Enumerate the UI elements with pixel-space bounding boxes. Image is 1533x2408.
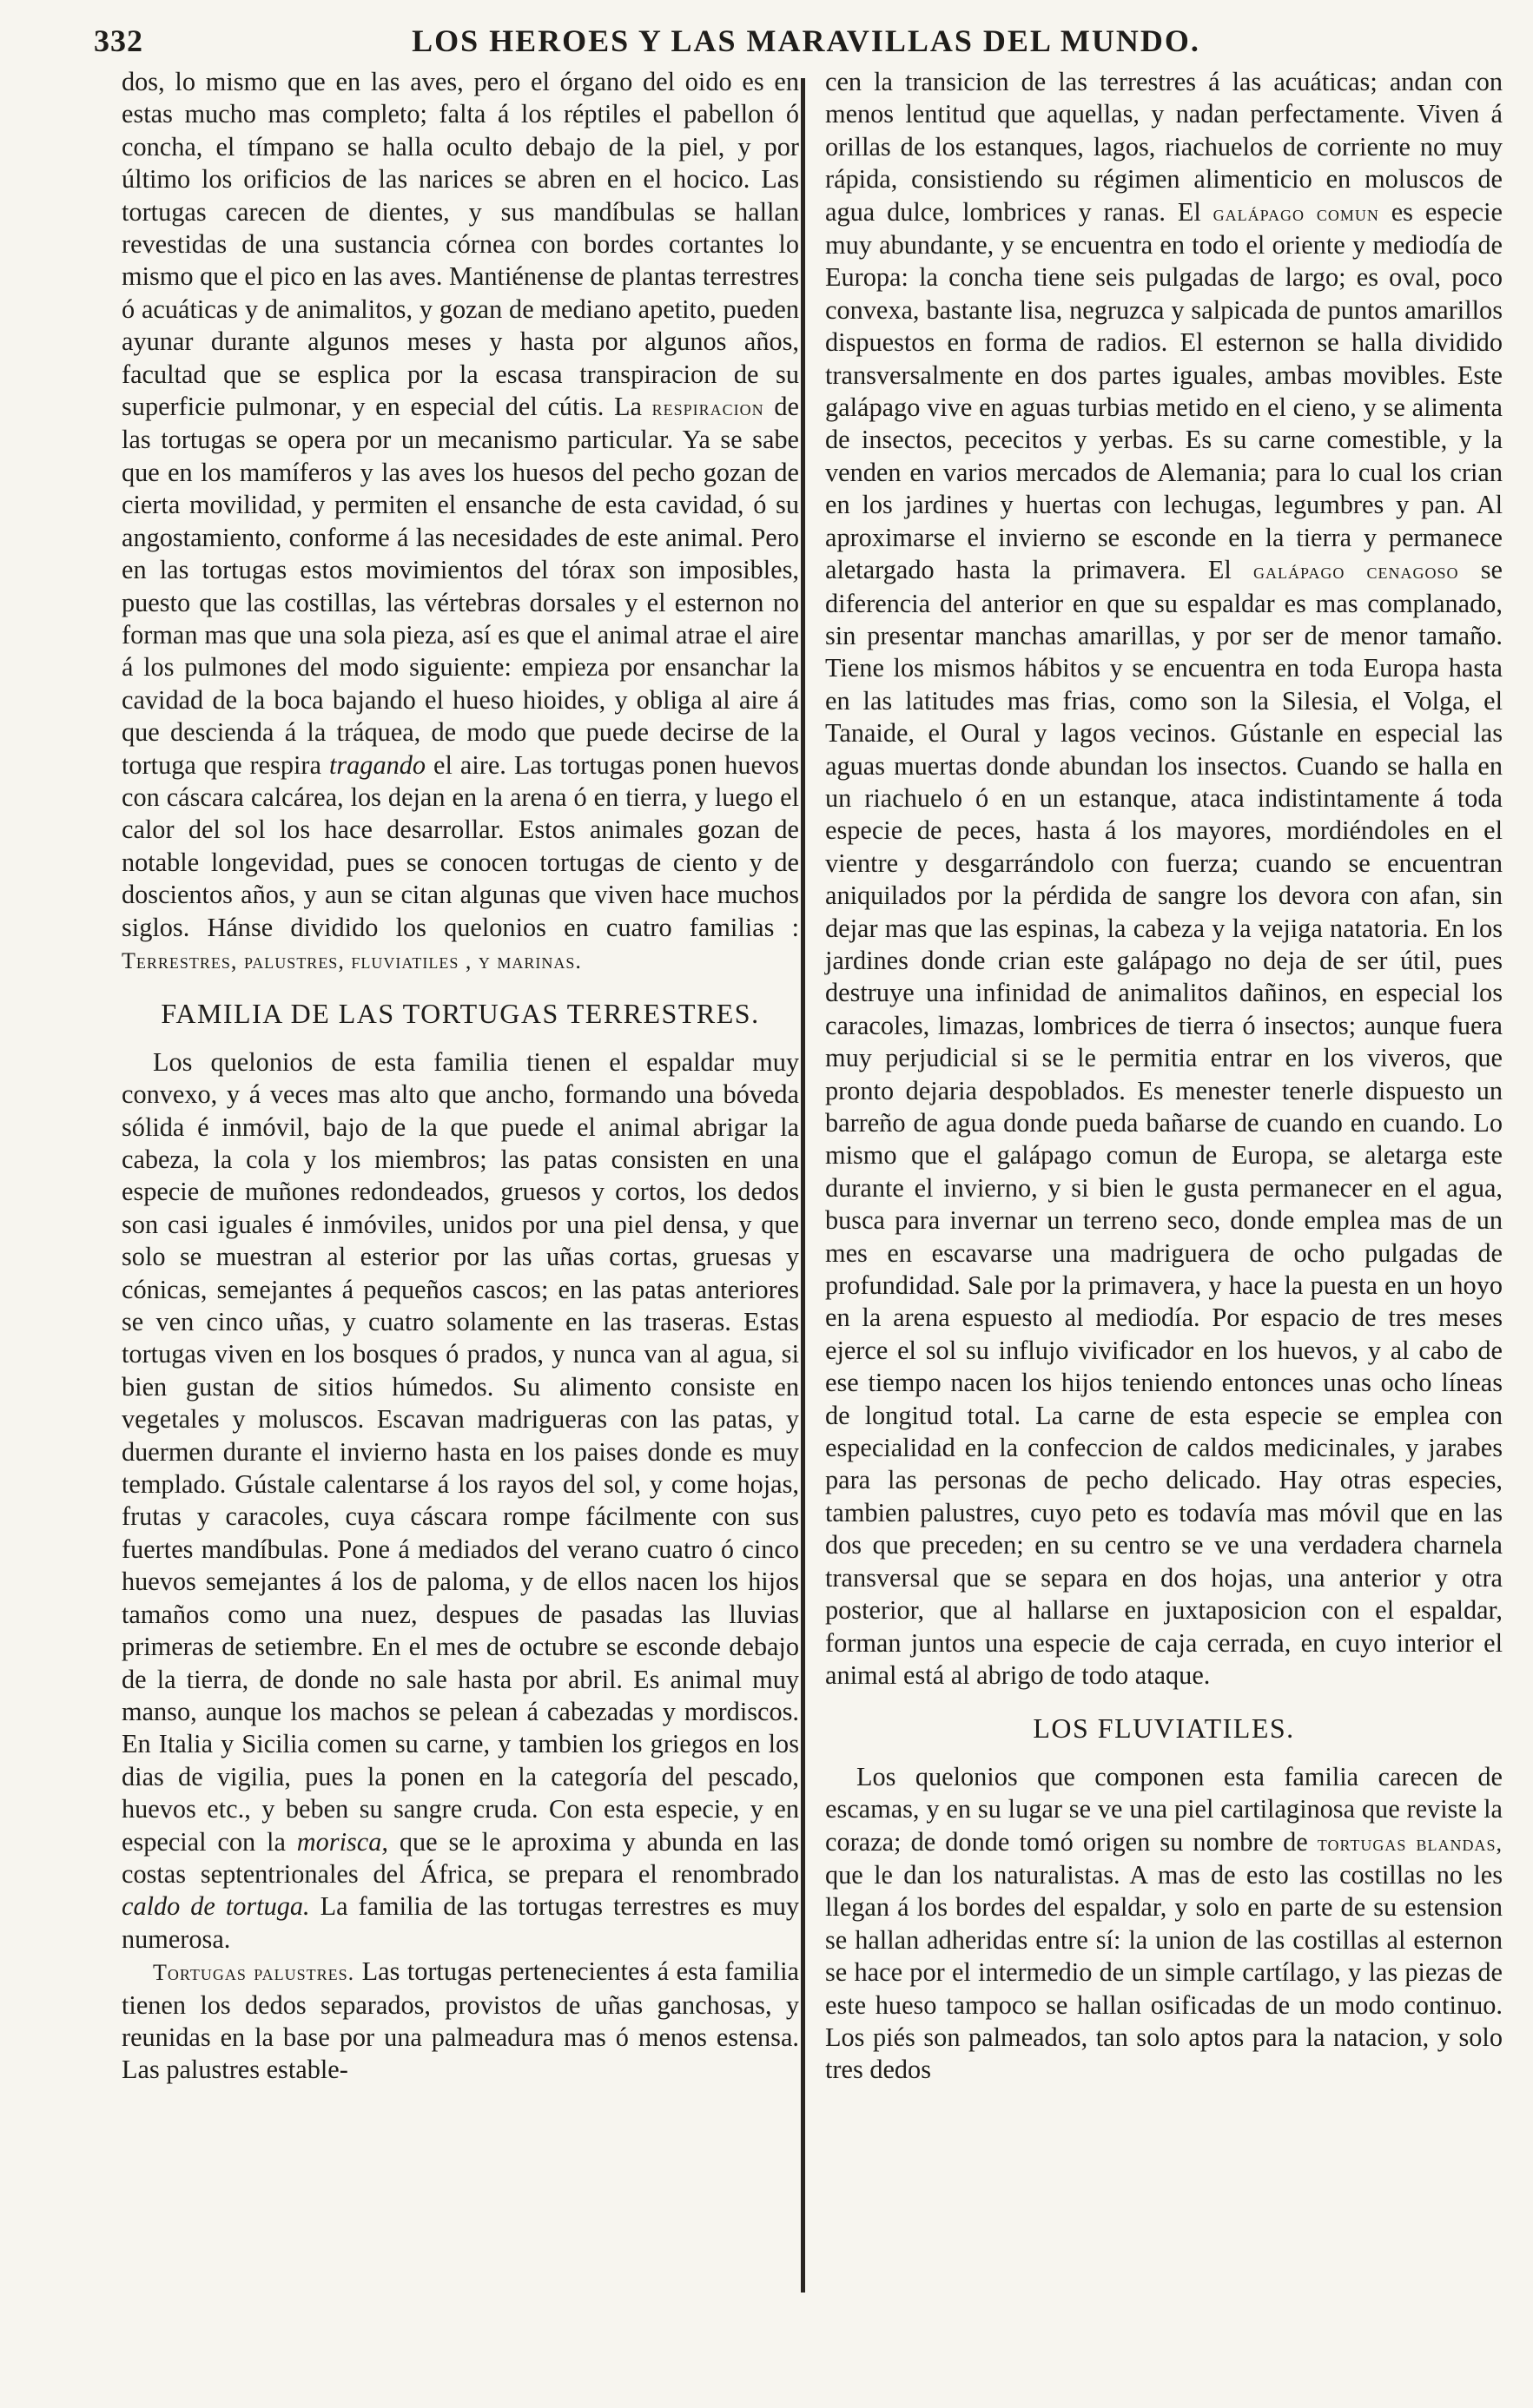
text-run: que se le aproxima y abunda en las costas septentrionales del África, se prepara el renombrado	[122, 1826, 800, 1889]
family-list: Terrestres, palustres, fluviatiles , y marinas.	[122, 947, 582, 973]
term-tortugas-palustres: Tortugas palustres.	[153, 1960, 355, 1986]
italic-morisca: morisca,	[296, 1826, 388, 1857]
text-run: Las tortugas pertenecientes á esta familia tienen los dedos separados, provistos de uñas ganchosas, y reunidas en la base por una palmeadura mas ó menos estensa. Las palustres estable-	[122, 1956, 799, 2085]
term-galapago-comun: galápago comun	[1213, 200, 1379, 226]
term-galapago-cenagoso: galápago cenagoso	[1253, 558, 1459, 584]
text-run: Los quelonios de esta familia tienen el espaldar muy convexo, y á veces mas alto que ancho, formando una bóveda sólida é inmóvil, bajo de la que puede el animal abrigar la cabeza, la cola y los miembros; las patas consisten en una especie de muñones redondeados, gruesos y cortos, los dedos son casi iguales é inmóviles, unidos por una piel densa, y que solo se muestran al esterior por las uñas cortas, gruesas y cónicas, semejantes á pequeños cascos; en las patas anteriores se ven cinco uñas, y cuatro solamente en las traseras. Estas tortugas viven en los bosques ó prados, y nunca van al agua, si bien gustan de sitios húmedos. Su alimento consiste en vegetales y moluscos. Escavan madrigueras con las patas, y duermen durante el invierno hasta en los paises donde es muy templado. Gústale calentarse á los rayos del sol, y come hojas, frutas y caracoles, cuya cáscara rompe fácilmente con sus fuertes mandíbulas. Pone á mediados del verano cuatro ó cinco huevos semejantes á los de paloma, y de ellos nacen los hijos tamaños como una nuez, despues de pasadas las lluvias primeras de setiembre. En el mes de octubre se esconde debajo de la tierra, de donde no sale hasta por abril. Es animal muy manso, aunque los machos se pelean á cabezadas y mordiscos. En Italia y Sicilia comen su carne, y tambien los griegos en los dias de vigilia, pues la ponen en la categoría del pescado, huevos etc., y beben su sangre cruda. Con esta especie, y en especial con la	[122, 1046, 799, 1857]
text-run: se diferencia del anterior en que su espaldar es mas complanado, sin presentar manchas amarillas, y por ser de menor tamaño. Tiene los mismos hábitos y se encuentra en toda Europa hasta en las latitudes mas frias, como son la Silesia, el Volga, el Tanaide, el Oural y lagos vecinos. Gústanle en especial las aguas muertas donde abundan los insectos. Cuando se halla en un riachuelo ó en un estanque, ataca indistintamente á toda especie de peces, hasta á los mayores, mordiéndoles en el vientre y desgarrándolo con fuerza; cuando se encuentran aniquilados por la pérdida de sangre los devora con afan, sin dejar mas que las espinas, la cabeza y la vejiga natatoria. En los jardines donde crian este galápago no deja de ser útil, pues destruye una infinidad de animalitos dañinos, en especial los caracoles, limazas, lombrices de tierra ó insectos; aunque fuera muy perjudicial si se le permitia entrar en los viveros, que pronto dejaria despoblados. Es menester tenerle dispuesto un barreño de agua donde pueda bañarse de cuando en cuando. Lo mismo que el galápago comun de Europa, se aletarga este durante el invierno, y si bien le gusta permanecer en el agua, busca para invernar un terreno seco, donde emplea mas de un mes en escavarse una madriguera de ocho pulgadas de profundidad. Sale por la primavera, y hace la puesta en un hoyo en la arena espuesto al mediodía. Por espacio de tres meses ejerce el sol su influjo vivificador en los huevos, y al cabo de ese tiempo nacen los hijos teniendo entonces unas ocho líneas de longitud total. La carne de esta especie se emplea con especialidad en la confeccion de caldos medicinales, y jarabes para las personas de pecho delicado. Hay otras especies, tambien palustres, cuyo peto es todavía mas móvil que en las dos que preceden; en su centro se ve una verdadera charnela transversal que se separa en dos hojas, una anterior y otra posterior, que al hallarse en juxtaposicion con el espaldar, forman juntos una especie de caja cerrada, en cuyo interior el animal está al abrigo de todo ataque.	[825, 555, 1503, 1690]
text-run: dos, lo mismo que en las aves, pero el órgano del oido es en estas mucho mas completo; falta á los réptiles el pabellon ó concha, el tímpano se halla oculto debajo de la piel, y por último los orificios de las narices se abren en el hocico. Las tortugas carecen de dientes, y sus mandíbulas se hallan revestidas de una sustancia córnea con bordes cortantes lo mismo que el pico en las aves. Mantiénense de plantas terrestres ó acuáticas y de animalitos, y gozan de mediano apetito, pueden ayunar durante algunos meses y hasta por algunos años, facultad que se esplica por la escasa transpiracion de su superficie pulmonar, y en especial del cútis. La	[122, 67, 799, 422]
left-paragraph-3	[122, 1956, 799, 2087]
text-run: el aire. Las tortugas ponen huevos con cáscara calcárea, los dejan en la arena ó en tierra, y luego el calor del sol los hace desarrollar. Estos animales gozan de notable longevidad, pues se conocen tortugas de ciento y de doscientos años, y aun se citan algunas que viven hace muchos siglos. Hánse dividido los quelonios en cuatro familias :	[122, 749, 799, 942]
text-run: cen la transicion de las terrestres á las acuáticas; andan con menos lentitud que aquellas, y nadan perfectamente. Viven á orillas de los estanques, lagos, riachuelos de corriente no muy rápida, consistiendo su régimen alimenticio en moluscos de agua dulce, lombrices y ranas. El	[825, 67, 1503, 227]
right-column	[825, 66, 1503, 2087]
left-column	[122, 66, 799, 2087]
page-header	[94, 12, 1518, 61]
text-run: es especie muy abundante, y se encuentra en todo el oriente y mediodía de Europa: la concha tiene seis pulgadas de largo; es oval, poco convexa, bastante lisa, negruzca y salpicada de puntos amarillos dispuestos en forma de radios. El esternon se halla dividido transversalmente en dos partes iguales, ambas movibles. Este galápago vive en aguas turbias metido en el cieno, y se alimenta de insectos, pececitos y yerbas. Es su carne comestible, y la venden en varios mercados de Alemania; para lo cual los crian en los jardines y huertas con lechugas, legumbres y pan. Al aproximarse el invierno se esconde en la tierra y permanece aletargado hasta la primavera. El	[825, 196, 1503, 585]
term-tortugas-blandas: tortugas blandas,	[1317, 1830, 1503, 1856]
left-paragraph-2	[122, 1046, 799, 1956]
section-heading-fluviatiles: LOS FLUVIATILES.	[1033, 1712, 1295, 1745]
page-number: 332	[94, 23, 143, 58]
column-divider	[801, 78, 805, 2293]
term-respiracion: respiracion	[651, 395, 764, 421]
italic-caldo-de-tortuga: caldo de tortuga.	[122, 1891, 310, 1922]
section-heading-terrestres: FAMILIA DE LAS TORTUGAS TERRESTRES.	[161, 998, 760, 1030]
right-paragraph-2	[825, 1761, 1503, 2087]
running-title: LOS HEROES Y LAS MARAVILLAS DEL MUNDO.	[412, 23, 1200, 58]
right-paragraph-1	[825, 66, 1503, 1692]
text-run: Los quelonios que componen esta familia carecen de escamas, y en su lugar se ve una piel cartilaginosa que reviste la coraza; de donde tomó origen su nombre de	[825, 1761, 1503, 1857]
left-paragraph-1	[122, 66, 799, 977]
italic-tragando: tragando	[328, 749, 426, 780]
text-run: de las tortugas se opera por un mecanismo particular. Ya se sabe que en los mamíferos y las aves los huesos del pecho gozan de cierta movilidad, y permiten el ensanche de esta cavidad, ó su angostamiento, conforme á las necesidades de este animal. Pero en las tortugas estos movimientos del tórax son imposibles, puesto que las costillas, las vértebras dorsales y el esternon no forman mas que una sola pieza, así es que el animal atrae el aire á los pulmones del modo siguiente: empieza por ensanchar la cavidad de la boca bajando el hueso hioides, y obliga al aire á que descienda á la tráquea, de modo que puede decirse de la tortuga que respira	[122, 392, 800, 780]
text-run: que le dan los naturalistas. A mas de esto las costillas no les llegan á los bordes del espaldar, y solo en parte de su estension se hallan adheridas entre sí: la union de las costillas al esternon se hace por el intermedio de un simple cartílago, y las piezas de este hueso tampoco se hallan osificadas de un modo continuo. Los piés son palmeados, tan solo aptos para la natacion, y solo tres dedos	[825, 1859, 1503, 2085]
text-run: La familia de las tortugas terrestres es muy numerosa.	[122, 1891, 799, 1954]
